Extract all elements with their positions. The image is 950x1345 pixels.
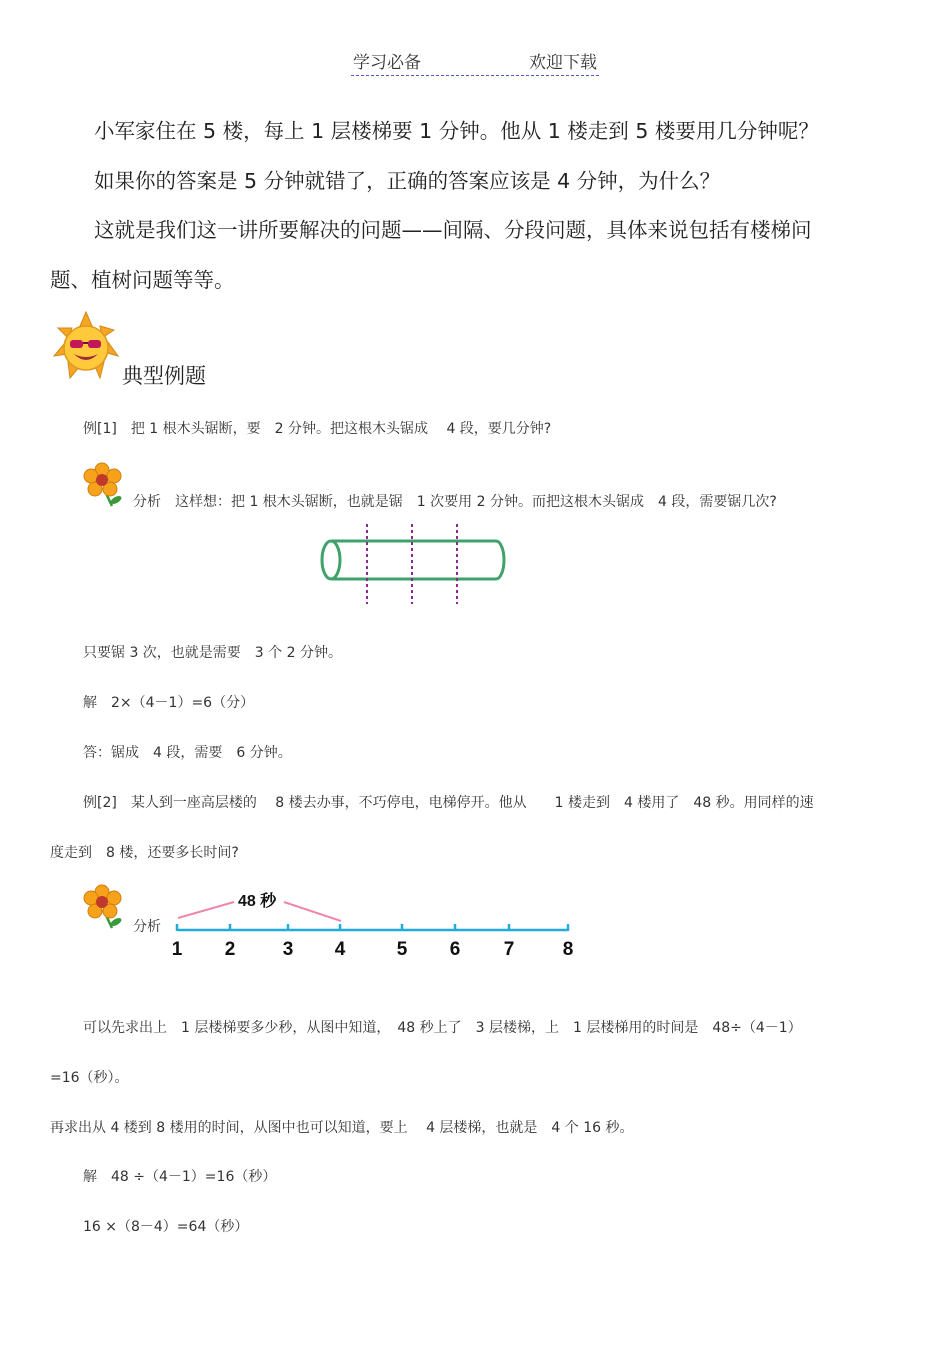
intro-paragraph-3: 这就是我们这一讲所要解决的问题——间隔、分段问题，具体来说包括有楼梯问 [94, 218, 812, 242]
floor-label-2: 2 [224, 939, 236, 960]
floor-label-8: 8 [562, 939, 574, 960]
example-2-text-2: =16（秒）。 [50, 1070, 129, 1086]
floor-diagram [160, 884, 590, 966]
example-2-text-3: 再求出从 4 楼到 8 楼用的时间，从图中也可以知道，要上 4 层楼梯，也就是 4 个 16 秒。 [50, 1120, 634, 1136]
floor-label-6: 6 [449, 939, 461, 960]
header-line [351, 48, 599, 76]
example-1-text: 只要锯 3 次，也就是需要 3 个 2 分钟。 [83, 645, 342, 661]
brace-right-line [284, 902, 341, 921]
example-1-question: 例[1] 把 1 根木头锯断，要 2 分钟。把这根木头锯成 4 段，要几分钟? [83, 421, 552, 437]
intro-paragraph-1: 小军家住在 5 楼，每上 1 层楼梯要 1 分钟。他从 1 楼走到 5 楼要用几分钟呢？ [94, 119, 819, 143]
example-1-solution: 解 2×（4－1）=6（分） [83, 695, 255, 711]
section-title: 典型例题 [122, 364, 206, 388]
example-2-solution-1: 解 48 ÷（4－1）=16（秒） [83, 1169, 277, 1185]
header-right-text: 欢迎下载 [529, 53, 597, 73]
example-1-analysis: 分析 这样想：把 1 根木头锯断，也就是锯 1 次要用 2 分钟。而把这根木头锯成 4 段，需要锯几次? [133, 494, 777, 510]
intro-paragraph-4: 题、植树问题等等。 [50, 268, 235, 292]
brace-label: 48 秒 [238, 893, 277, 910]
brace-left-line [178, 902, 234, 918]
header-left-text: 学习必备 [353, 53, 421, 73]
example-2-question-line-1: 例[2] 某人到一座高层楼的 8 楼去办事，不巧停电，电梯停开。他从 1 楼走到 4 楼用了 48 秒。用同样的速 [83, 795, 814, 811]
sun-with-sunglasses-icon [52, 310, 120, 382]
example-2-solution-2: 16 ×（8－4）=64（秒） [83, 1219, 249, 1235]
log-end [322, 541, 340, 579]
example-1-answer: 答：锯成 4 段，需要 6 分钟。 [83, 745, 292, 761]
example-2-question-line-2: 度走到 8 楼，还要多长时间? [50, 845, 239, 861]
floor-label-4: 4 [334, 939, 346, 960]
example-2-text-1: 可以先求出上 1 层楼梯要多少秒，从图中知道， 48 秒上了 3 层楼梯，上 1 层楼梯用的时间是 48÷（4－1） [83, 1020, 802, 1036]
log-body [331, 541, 504, 579]
flower-icon [82, 884, 126, 930]
log-cut-diagram [310, 524, 520, 606]
floor-label-5: 5 [396, 939, 408, 960]
page-header [0, 48, 950, 76]
floor-label-1: 1 [171, 939, 183, 960]
intro-paragraph-2: 如果你的答案是 5 分钟就错了，正确的答案应该是 4 分钟，为什么？ [94, 169, 721, 193]
example-2-analysis-label: 分析 [133, 919, 161, 935]
floor-label-3: 3 [282, 939, 294, 960]
flower-icon [82, 462, 126, 508]
floor-label-7: 7 [503, 939, 515, 960]
